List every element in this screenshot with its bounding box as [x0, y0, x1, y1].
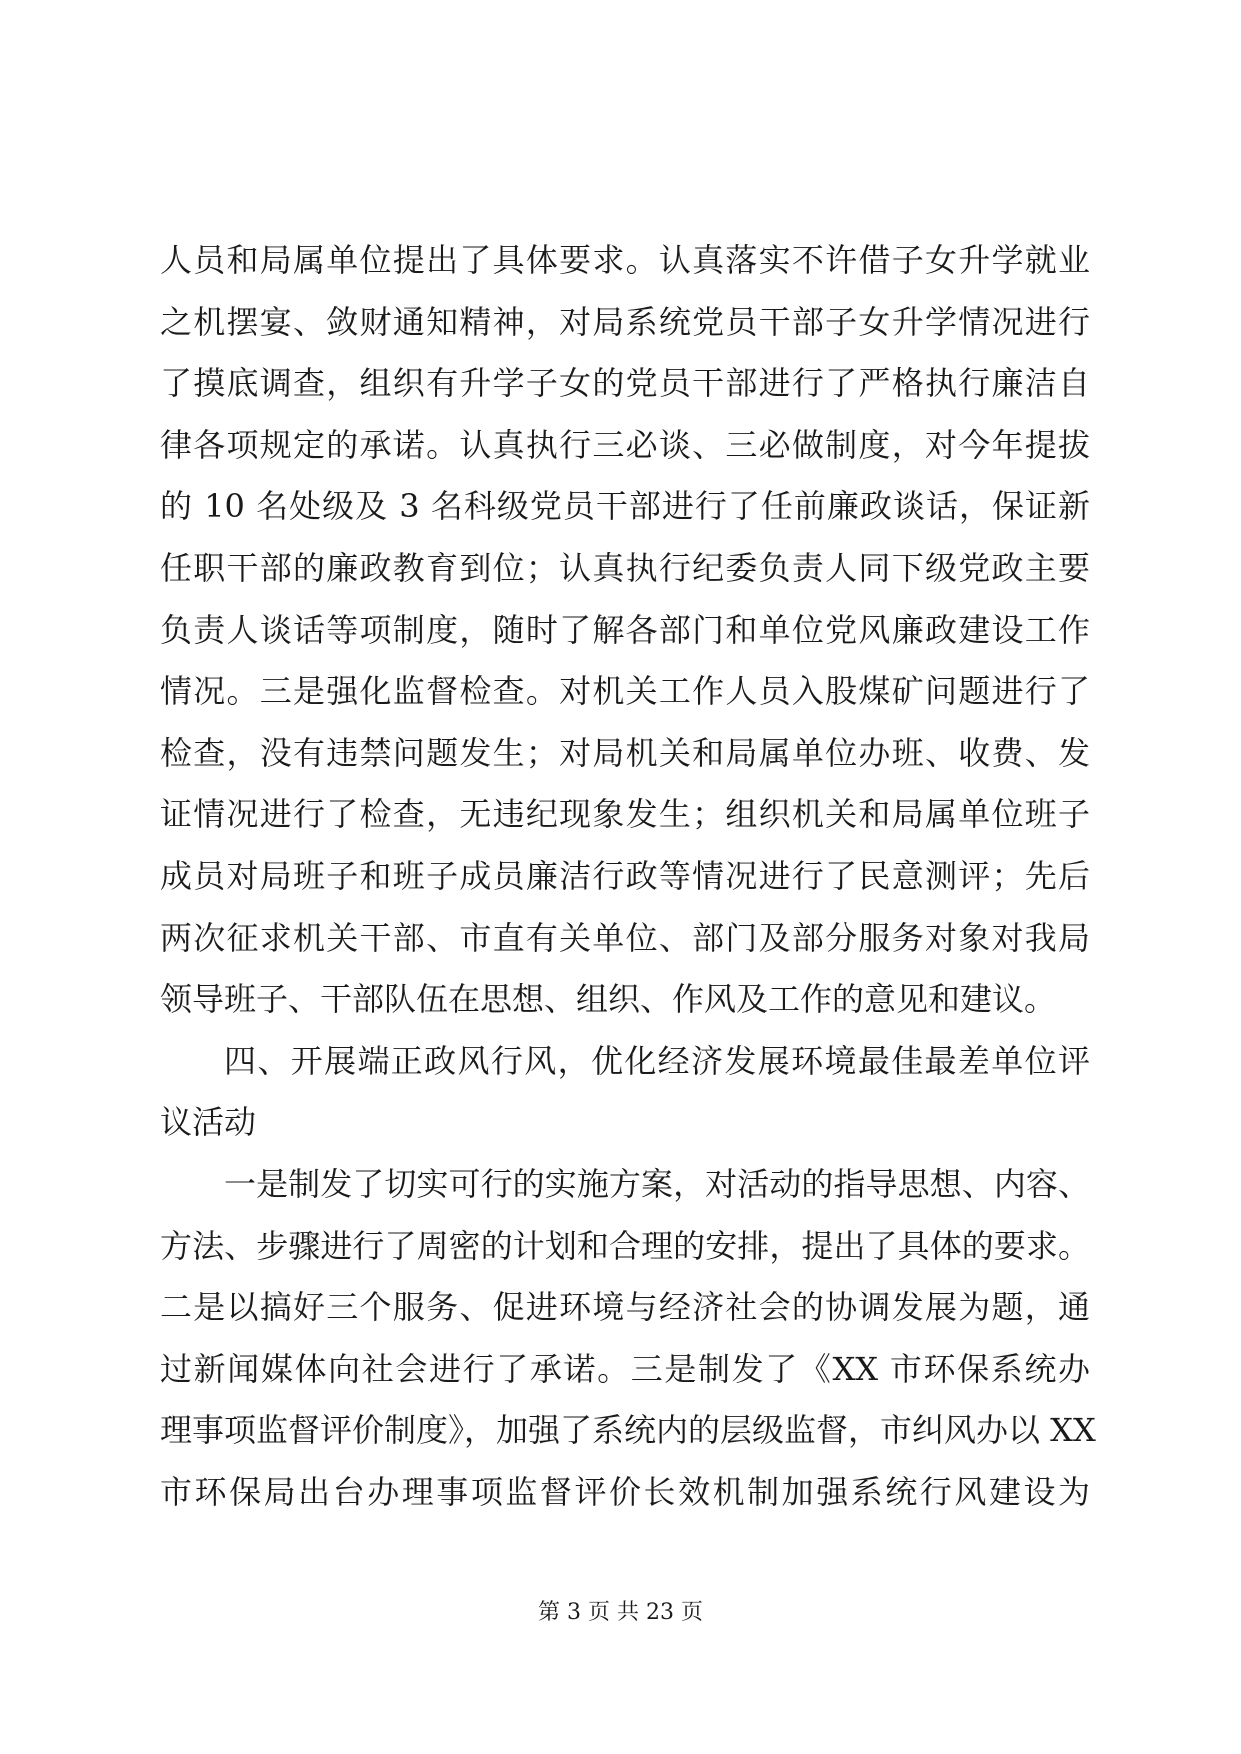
text-line: 理事项监督评价制度》，加强了系统内的层级监督，市纠风办以 XX — [160, 1411, 1096, 1450]
section-heading-line: 四、开展端正政风行风，优化经济发展环境最佳最差单位评 — [224, 1041, 1090, 1080]
text-line: 检查，没有违禁问题发生；对局机关和局属单位办班、收费、发 — [160, 733, 1090, 772]
section-heading-line: 议活动 — [160, 1103, 257, 1142]
text-line: 领导班子、干部队伍在思想、组织、作风及工作的意见和建议。 — [160, 980, 1057, 1019]
text-line: 的 10 名处级及 3 名科级党员干部进行了任前廉政谈话，保证新 — [160, 487, 1090, 526]
text-line: 一是制发了切实可行的实施方案，对活动的指导思想、内容、 — [224, 1164, 1090, 1203]
text-line: 律各项规定的承诺。认真执行三必谈、三必做制度，对今年提拔 — [160, 425, 1090, 464]
text-line: 成员对局班子和班子成员廉洁行政等情况进行了民意测评；先后 — [160, 856, 1090, 895]
text-line: 人员和局属单位提出了具体要求。认真落实不许借子女升学就业 — [160, 241, 1090, 279]
text-line: 了摸底调查，组织有升学子女的党员干部进行了严格执行廉洁自 — [160, 364, 1090, 403]
text-line: 负责人谈话等项制度，随时了解各部门和单位党风廉政建设工作 — [160, 610, 1090, 649]
text-line: 方法、步骤进行了周密的计划和合理的安排，提出了具体的要求。 — [160, 1226, 1090, 1265]
text-line: 二是以搞好三个服务、促进环境与经济社会的协调发展为题，通 — [160, 1288, 1090, 1327]
text-line: 之机摆宴、敛财通知精神，对局系统党员干部子女升学情况进行 — [160, 302, 1090, 341]
text-line: 市环保局出台办理事项监督评价长效机制加强系统行风建设为 — [160, 1472, 1090, 1511]
text-line: 过新闻媒体向社会进行了承诺。三是制发了《XX 市环保系统办 — [160, 1349, 1090, 1388]
page-number-footer: 第 3 页 共 23 页 — [538, 1600, 703, 1625]
text-line: 证情况进行了检查，无违纪现象发生；组织机关和局属单位班子 — [160, 795, 1090, 834]
text-line: 情况。三是强化监督检查。对机关工作人员入股煤矿问题进行了 — [160, 672, 1090, 711]
text-line: 两次征求机关干部、市直有关单位、部门及部分服务对象对我局 — [160, 918, 1090, 957]
text-line: 任职干部的廉政教育到位；认真执行纪委负责人同下级党政主要 — [160, 548, 1090, 587]
body-text — [160, 230, 1096, 1523]
